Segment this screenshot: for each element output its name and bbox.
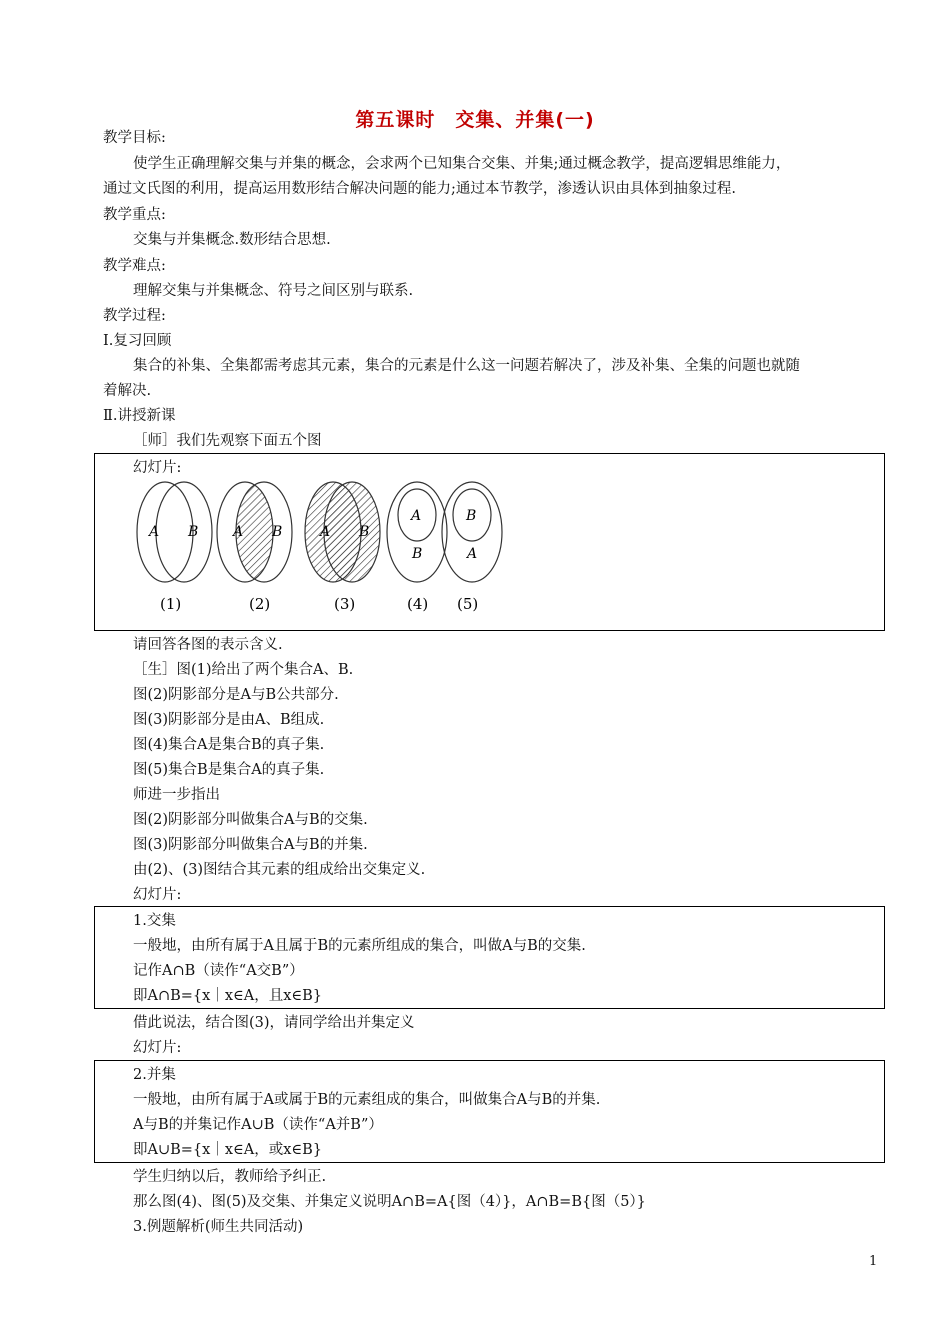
union-intro-slide-label: 幻灯片: xyxy=(133,1040,182,1056)
intersection-definition: 一般地，由所有属于A且属于B的元素所组成的集合，叫做A与B的交集. xyxy=(133,938,586,954)
venn-figure-1 xyxy=(137,482,212,582)
venn-figure-5 xyxy=(442,482,502,582)
objectives-line-1: 使学生正确理解交集与并集的概念，会求两个已知集合交集、并集;通过概念教学，提高逻辑思维能力， xyxy=(133,156,791,172)
answer-line: 图(3)阴影部分叫做集合A与B的并集. xyxy=(133,837,368,853)
objectives-line-2: 通过文氏图的利用，提高运用数形结合解决问题的能力;通过本节教学，渗透认识由具体到抽象过程. xyxy=(103,181,736,197)
union-formula: 即A∪B={x｜x∈A，或x∈B} xyxy=(133,1142,323,1158)
fig2-label-a: A xyxy=(233,524,244,540)
fig1-label-a: A xyxy=(149,524,160,540)
answer-line: 请回答各图的表示含义. xyxy=(133,637,283,653)
fig3-label-b: B xyxy=(359,524,370,540)
venn-figure-4 xyxy=(387,482,447,582)
page-title: 第五课时 交集、并集(一) xyxy=(355,109,595,131)
union-definition: 一般地，由所有属于A或属于B的元素组成的集合，叫做集合A与B的并集. xyxy=(133,1092,601,1108)
teacher-intro: ［师］我们先观察下面五个图 xyxy=(133,433,322,449)
union-intro-line: 借此说法，结合图(3)，请同学给出并集定义 xyxy=(133,1015,415,1031)
intersection-definition-box xyxy=(94,906,885,1009)
caption-1: (1) xyxy=(160,595,182,613)
answer-line: 幻灯片: xyxy=(133,887,182,903)
caption-2: (2) xyxy=(249,595,271,613)
section1-line-1: 集合的补集、全集都需考虑其元素，集合的元素是什么这一问题若解决了，涉及补集、全集的问题也就随 xyxy=(133,358,800,374)
fig5-label-b: B xyxy=(466,508,477,524)
slide1-label: 幻灯片: xyxy=(133,460,182,476)
page-number: 1 xyxy=(869,1254,878,1269)
venn-slide-box xyxy=(94,453,885,631)
process-heading: 教学过程: xyxy=(103,308,166,324)
caption-5: (5) xyxy=(457,595,479,613)
objectives-heading: 教学目标: xyxy=(103,130,166,146)
answer-line: 图(2)阴影部分是A与B公共部分. xyxy=(133,687,339,703)
section1-line-2: 着解决. xyxy=(103,383,152,399)
fig4-label-a: A xyxy=(411,508,422,524)
union-title: 2.并集 xyxy=(133,1067,176,1083)
caption-3: (3) xyxy=(334,595,356,613)
key-text: 交集与并集概念.数形结合思想. xyxy=(133,232,331,248)
answer-line: 图(4)集合A是集合B的真子集. xyxy=(133,737,325,753)
section1-heading: Ⅰ.复习回顾 xyxy=(103,333,172,349)
venn-figure-3 xyxy=(305,482,380,582)
fig4-label-b: B xyxy=(412,546,423,562)
answer-line: 图(3)阴影部分是由A、B组成. xyxy=(133,712,325,728)
closing-line: 学生归纳以后，教师给予纠正. xyxy=(133,1169,327,1185)
intersection-formula: 即A∩B={x｜x∈A，且x∈B} xyxy=(133,988,323,1004)
fig3-label-a: A xyxy=(320,524,331,540)
intersection-title: 1.交集 xyxy=(133,913,176,929)
fig2-label-b: B xyxy=(272,524,283,540)
venn-figure-2 xyxy=(217,482,292,582)
key-heading: 教学重点: xyxy=(103,207,166,223)
answer-line: 由(2)、(3)图结合其元素的组成给出交集定义. xyxy=(133,862,426,878)
union-definition-box xyxy=(94,1060,885,1163)
answer-line: 图(5)集合B是集合A的真子集. xyxy=(133,762,325,778)
venn-diagrams xyxy=(95,454,884,630)
difficult-text: 理解交集与并集概念、符号之间区别与联系. xyxy=(133,283,414,299)
section2-heading: Ⅱ.讲授新课 xyxy=(103,408,176,424)
intersection-notation: 记作A∩B（读作“A交B”） xyxy=(133,963,304,979)
answer-line: 师进一步指出 xyxy=(133,787,220,803)
closing-line: 那么图(4)、图(5)及交集、并集定义说明A∩B=A{图（4）}，A∩B=B{图（5）} xyxy=(133,1194,646,1210)
difficult-heading: 教学难点: xyxy=(103,258,166,274)
fig1-label-b: B xyxy=(188,524,199,540)
fig5-label-a: A xyxy=(467,546,478,562)
closing-line: 3.例题解析(师生共同活动) xyxy=(133,1219,304,1235)
answer-line: 图(2)阴影部分叫做集合A与B的交集. xyxy=(133,812,368,828)
union-notation: A与B的并集记作A∪B（读作“A并B”） xyxy=(133,1117,383,1133)
answer-line: ［生］图(1)给出了两个集合A、B. xyxy=(133,662,354,678)
caption-4: (4) xyxy=(407,595,429,613)
